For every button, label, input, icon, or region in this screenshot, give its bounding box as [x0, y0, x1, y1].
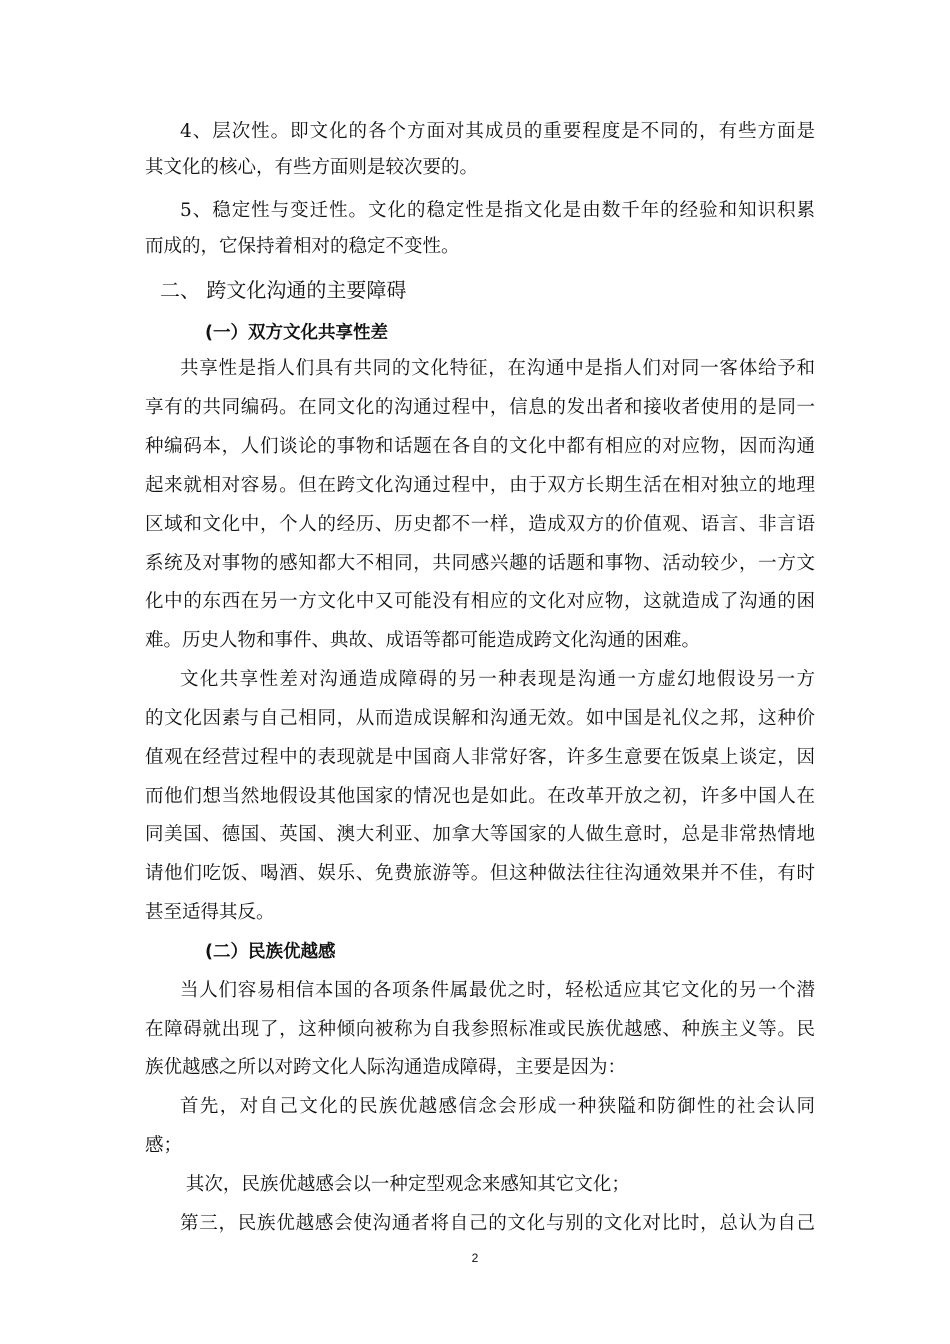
text-line: 在障碍就出现了，这种倾向被称为自我参照标准或民族优越感、种族主义等。民 — [145, 1019, 815, 1040]
text-line: 首先，对自己文化的民族优越感信念会形成一种狭隘和防御性的社会认同 — [180, 1096, 815, 1117]
subsection-heading: (一）双方文化共享性差 — [205, 323, 388, 343]
text-line: 其次，民族优越感会以一种定型观念来感知其它文化； — [180, 1174, 630, 1195]
text-line: 其文化的核心，有些方面则是较次要的。 — [145, 157, 479, 178]
text-line: 同美国、德国、英国、澳大利亚、加拿大等国家的人做生意时，总是非常热情地 — [145, 824, 815, 845]
text-line: 化中的东西在另一方文化中又可能没有相应的文化对应物，这就造成了沟通的困 — [145, 591, 815, 612]
text-line: 文化共享性差对沟通造成障碍的另一种表现是沟通一方虚幻地假设另一方 — [180, 669, 815, 690]
page-number: 2 — [471, 1251, 479, 1265]
text-line: 族优越感之所以对跨文化人际沟通造成障碍，主要是因为： — [145, 1057, 627, 1078]
text-line: 请他们吃饭、喝酒、娱乐、免费旅游等。但这种做法往往沟通效果并不佳，有时 — [145, 863, 815, 884]
text-line: 系统及对事物的感知都大不相同，共同感兴趣的话题和事物、活动较少，一方文 — [145, 553, 815, 574]
section-heading: 二、 跨文化沟通的主要障碍 — [160, 278, 407, 302]
text-line: 种编码本，人们谈论的事物和话题在各自的文化中都有相应的对应物，因而沟通 — [145, 436, 815, 457]
text-line: 4、层次性。即文化的各个方面对其成员的重要程度是不同的，有些方面是 — [180, 121, 815, 142]
text-line: 难。历史人物和事件、典故、成语等都可能造成跨文化沟通的困难。 — [145, 630, 701, 651]
text-line: 而他们想当然地假设其他国家的情况也是如此。在改革开放之初，许多中国人在 — [145, 786, 815, 807]
text-line: 享有的共同编码。在同文化的沟通过程中，信息的发出者和接收者使用的是同一 — [145, 397, 815, 418]
subsection-heading: (二）民族优越感 — [205, 942, 336, 962]
text-line: 区域和文化中，个人的经历、历史都不一样，造成双方的价值观、语言、非言语 — [145, 514, 815, 535]
text-line: 第三，民族优越感会使沟通者将自己的文化与别的文化对比时，总认为自己 — [180, 1213, 815, 1234]
text-line: 共享性是指人们具有共同的文化特征，在沟通中是指人们对同一客体给予和 — [180, 358, 815, 379]
text-line: 当人们容易相信本国的各项条件属最优之时，轻松适应其它文化的另一个潜 — [180, 980, 815, 1001]
text-line: 感； — [145, 1135, 183, 1156]
text-line: 甚至适得其反。 — [145, 902, 275, 923]
text-line: 起来就相对容易。但在跨文化沟通过程中，由于双方长期生活在相对独立的地理 — [145, 475, 815, 496]
text-line: 5、稳定性与变迁性。文化的稳定性是指文化是由数千年的经验和知识积累 — [180, 200, 815, 221]
text-line: 值观在经营过程中的表现就是中国商人非常好客，许多生意要在饭桌上谈定，因 — [145, 747, 815, 768]
text-line: 而成的，它保持着相对的稳定不变性。 — [145, 236, 460, 257]
text-line: 的文化因素与自己相同，从而造成误解和沟通无效。如中国是礼仪之邦，这种价 — [145, 708, 815, 729]
